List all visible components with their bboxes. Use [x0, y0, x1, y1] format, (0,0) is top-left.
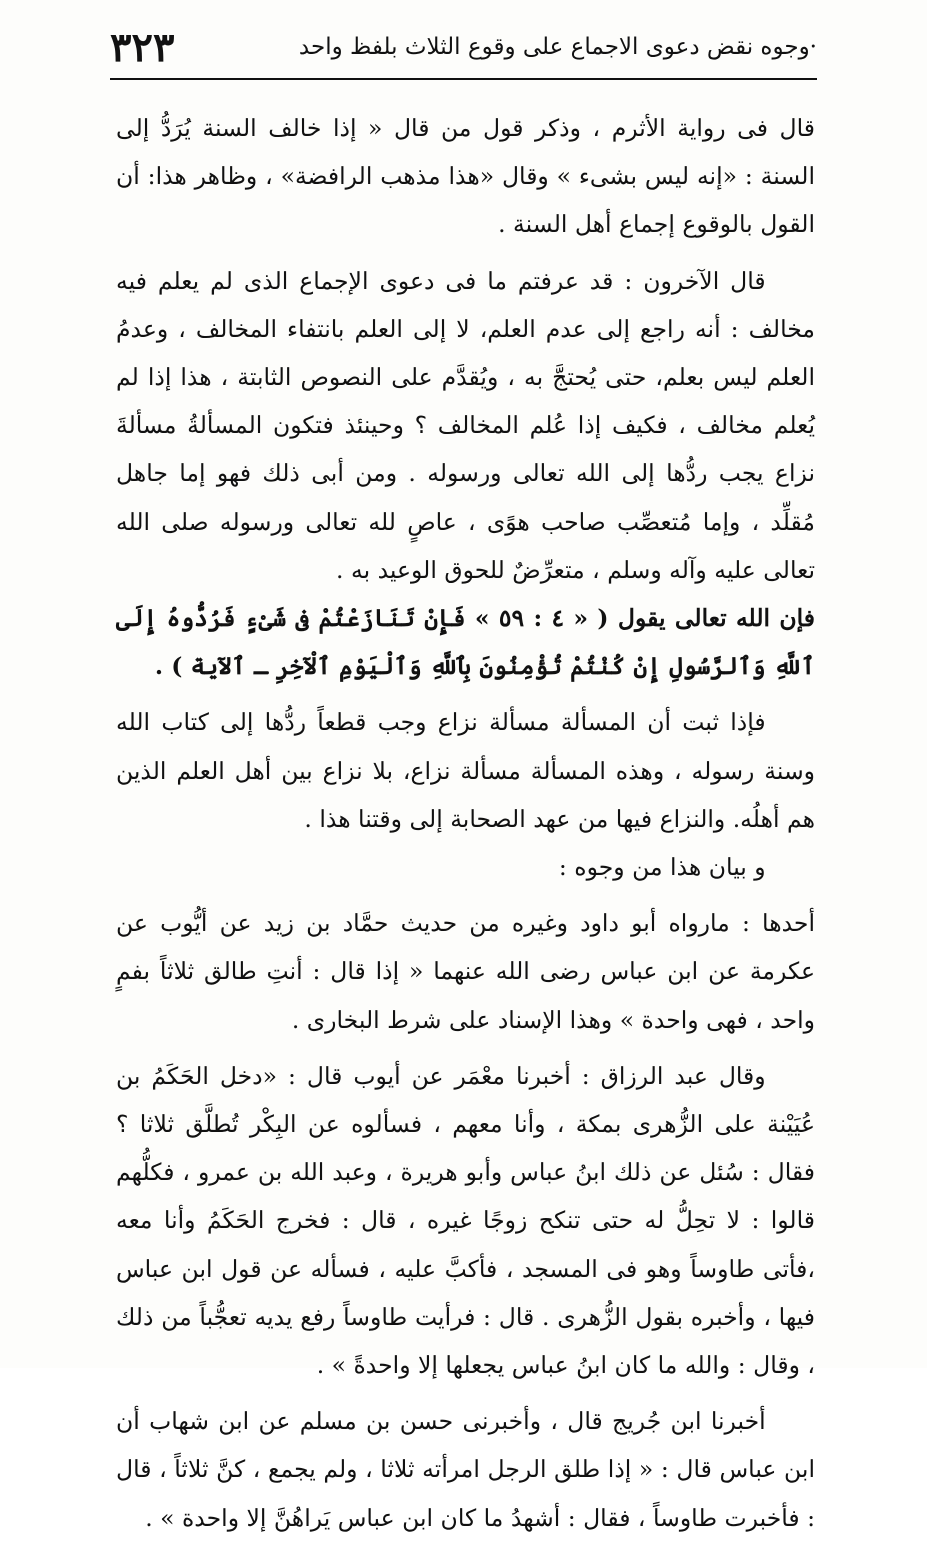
- paragraph-ibn-jurayj: أخبرنا ابن جُريج قال ، وأخبرنى حسن بن مسلم عن ابن شهاب أن ابن عباس قال : « إذا طلق الرجل امرأته ثلاثا ، ولم يجمع ، كنَّ ثلاثاً ، قال : فأخبرت طاوساً ، فقال : أشهدُ ما كان ابن عباس يَراهُنَّ إلا واحدة » .: [116, 1407, 815, 1532]
- page-body: [116, 104, 815, 1542]
- paragraph-abdulrazzaq: وقال عبد الرزاق : أخبرنا معْمَر عن أيوب قال : «دخل الحَكَمُ بن عُيَيْنة على الزُّهرى بمكة ، وأنا معهم ، فسألوه عن البِكْر تُطلَّق ثلاثا ؟ فقال : سُئل عن ذلك ابنُ عباس وأبو هريرة ، وعبد الله بن عمرو ، فكلُّهم قالوا : لا تحِلُّ له حتى تنكح زوجًا غيره ، قال : فخرج الحَكَمُ وأنا معه ،فأتى طاوساً وهو فى المسجد ، فأكبَّ عليه ، فسأله عن قول ابن عباس فيها ، وأخبره بقول الزُّهرى . قال : فرأيت طاوساً رفع يديه تعجُّباً من ذلك ، وقال : والله ما كان ابنُ عباس يجعلها إلا واحدةً » .: [116, 1061, 815, 1380]
- paragraph-athram: قال فى رواية الأثرم ، وذكر قول من قال « إذا خالف السنة يُرَدُّ إلى السنة : «إنه ليس بشىء » وقال «هذا مذهب الرافضة» ، وظاهر هذا: أن القول بالوقوع إجماع أهل السنة .: [116, 114, 815, 239]
- paragraph-dispute: فإذا ثبت أن المسألة مسألة نزاع وجب قطعاً ردُّها إلى كتاب الله وسنة رسوله ، وهذه المسألة مسألة نزاع، بلا نزاع بين أهل العلم الذين هم أهلُه. والنزاع فيها من عهد الصحابة إلى وقتنا هذا .: [116, 708, 815, 833]
- page-number: ٣٢٣: [110, 24, 175, 71]
- running-title: ·وجوه نقض دعوى الاجماع على وقوع الثلاث بلفظ واحد: [298, 34, 817, 60]
- page-header: [110, 22, 817, 80]
- paragraph-others-reply: قال الآخرون : قد عرفتم ما فى دعوى الإجماع الذى لم يعلم فيه مخالف : أنه راجع إلى عدم العلم، لا إلى العلم بانتفاء المخالف ، وعدمُ العلم ليس بعلم، حتى يُحتجَّ به ، ويُقدَّم على النصوص الثابتة ، هذا إذا لم يُعلم مخالف ، فكيف إذا عُلم المخالف ؟ وحينئذ فتكون المسألةُ مسألةَ نزاع يجب ردُّها إلى الله تعالى ورسوله . ومن أبى ذلك فهو إما جاهل مُقلِّد ، وإما مُتعصِّب صاحب هوًى ، عاصٍ لله تعالى ورسوله صلى الله تعالى عليه وآله وسلم ، متعرِّضٌ للحوق الوعيد به .: [116, 266, 815, 584]
- paragraph-aspects-intro: و بيان هذا من وجوه :: [558, 853, 766, 882]
- paragraph-quran-verse: فإن الله تعالى يقول ( « ٤ : ٥٩ » فَإِنْ تَنَازَعْتُمْ فى شَىْءٍ فَرُدُّوهُ إِلَى ٱللَّهِ وَٱلرَّسُولِ إِنْ كُنْتُمْ تُؤْمِنُونَ بِٱللَّهِ وَٱلْيَوْمِ ٱلْآخِرِ ـ ٱلآية ) .: [116, 604, 815, 681]
- paragraph-first-aspect: أحدها : مارواه أبو داود وغيره من حديث حمَّاد بن زيد عن أيُّوب عن عكرمة عن ابن عباس رضى الله عنهما « إذا قال : أنتِ طالق ثلاثاً بفمٍ واحد ، فهى واحدة » وهذا الإسناد على شرط البخارى .: [116, 909, 815, 1034]
